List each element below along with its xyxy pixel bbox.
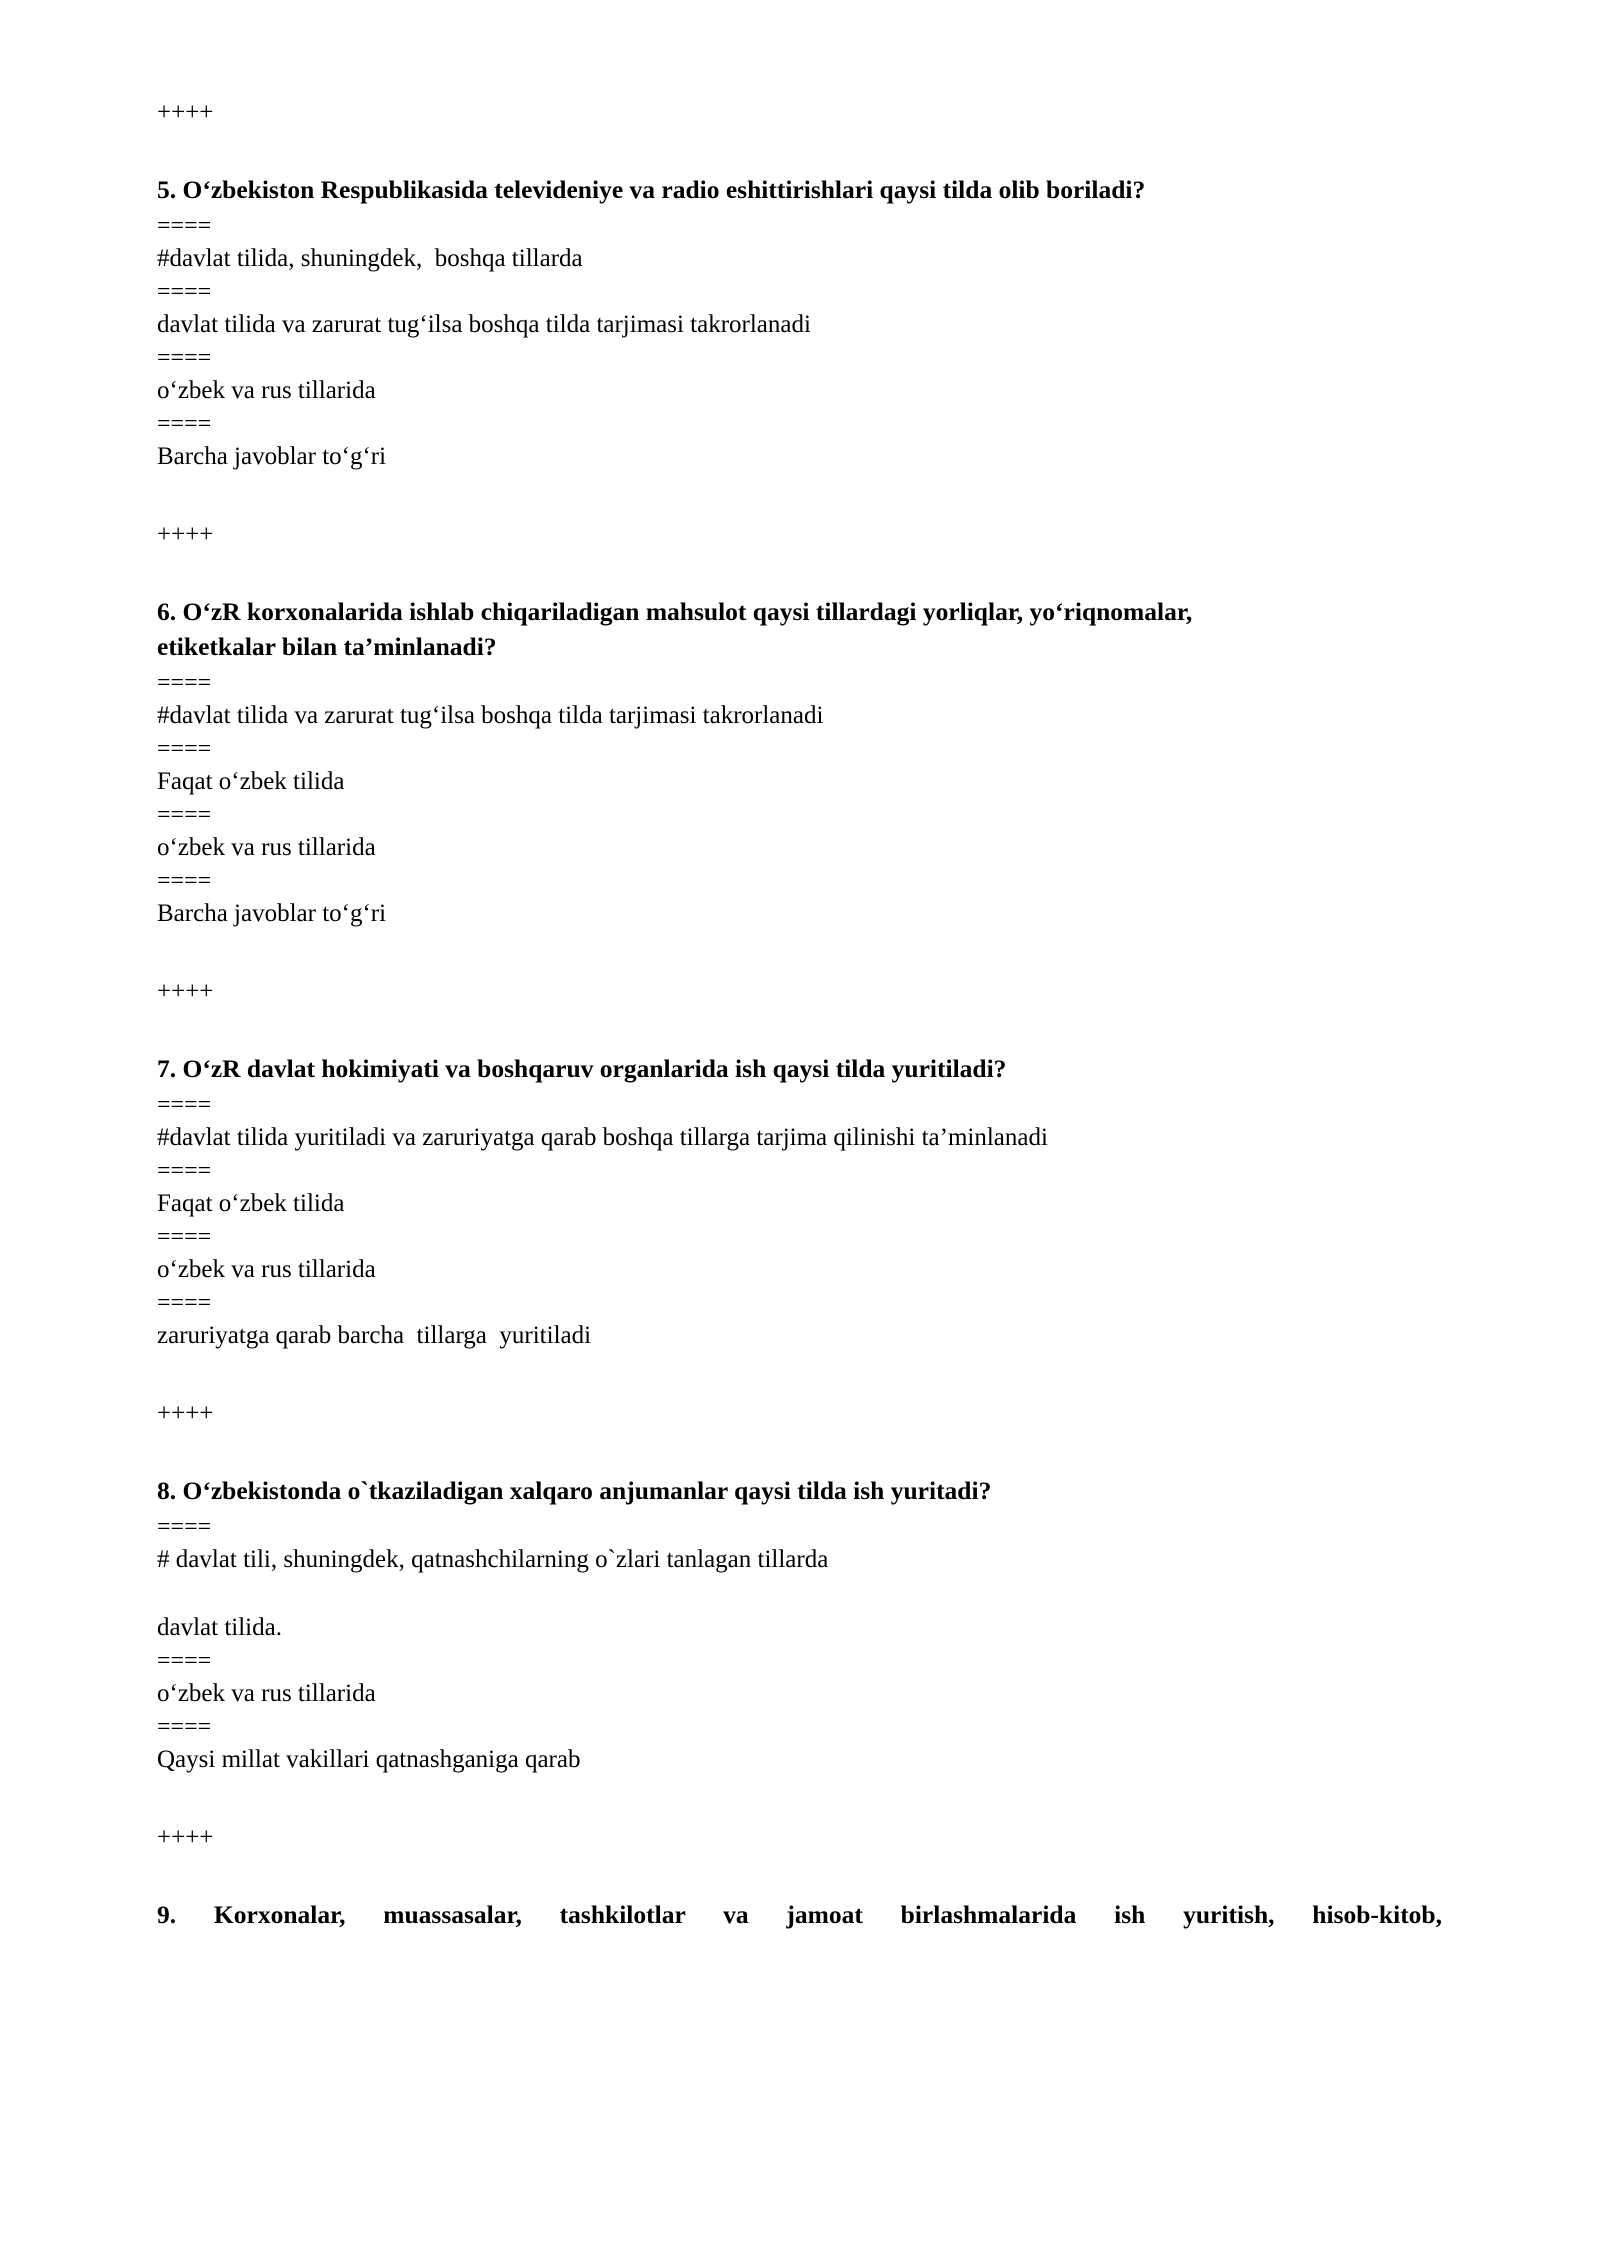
- answer-separator: ====: [157, 802, 212, 828]
- question-block-q7: [157, 1051, 1442, 1353]
- answer-option: #davlat tilida yuritiladi va zaruriyatga qarab boshqa tillarga tarjima qilinishi ta’minlanadi: [157, 1124, 1048, 1151]
- question-heading-line: 6. O‘zR korxonalarida ishlab chiqariladigan mahsulot qaysi tillardagi yorliqlar, yo‘riqnomalar,: [157, 597, 1193, 626]
- block-gap: [157, 474, 1442, 518]
- answer-separator: ====: [157, 1092, 212, 1118]
- answer-blank-line: [157, 1577, 1442, 1611]
- answer-option: o‘zbek va rus tillarida: [157, 1680, 376, 1707]
- answer-option: Faqat o‘zbek tilida: [157, 768, 345, 795]
- answer-separator: ====: [157, 1158, 212, 1184]
- answer-option: #davlat tilida, shuningdek, boshqa tillarda: [157, 245, 583, 272]
- question-separator: ++++: [157, 978, 214, 1005]
- question-heading: [157, 594, 1442, 664]
- answer-separator: ====: [157, 213, 212, 239]
- question-heading: 8. O‘zbekistonda o`tkaziladigan xalqaro anjumanlar qaysi tilda ish yuritadi?: [157, 1476, 992, 1505]
- answer-separator: ====: [157, 670, 212, 696]
- answer-separator: ====: [157, 1224, 212, 1250]
- answer-option: #davlat tilida va zarurat tug‘ilsa boshqa tilda tarjimasi takrorlanadi: [157, 702, 824, 729]
- answer-separator: ====: [157, 345, 212, 371]
- block-gap: [157, 1353, 1442, 1397]
- question-separator: ++++: [157, 1400, 214, 1427]
- answer-option: Faqat o‘zbek tilida: [157, 1190, 345, 1217]
- answer-separator: ====: [157, 1514, 212, 1540]
- answer-option: davlat tilida.: [157, 1614, 282, 1641]
- answer-separator: ====: [157, 1290, 212, 1316]
- answer-separator: ====: [157, 736, 212, 762]
- question-heading: 7. O‘zR davlat hokimiyati va boshqaruv organlarida ish qaysi tilda yuritiladi?: [157, 1054, 1007, 1083]
- answer-option: Barcha javoblar to‘g‘ri: [157, 443, 387, 470]
- question-heading: 9. Korxonalar, muassasalar, tashkilotlar va jamoat birlashmalarida ish yuritish, hisob-kitob,: [157, 1900, 1442, 1929]
- answer-option: davlat tilida va zarurat tug‘ilsa boshqa tilda tarjimasi takrorlanadi: [157, 311, 811, 338]
- question-heading-line: etiketkalar bilan ta’minlanadi?: [157, 632, 497, 661]
- question-separator: ++++: [157, 99, 214, 126]
- answer-option: o‘zbek va rus tillarida: [157, 1256, 376, 1283]
- answer-separator: ====: [157, 411, 212, 437]
- document-content: [157, 96, 1442, 1935]
- question-separator: ++++: [157, 521, 214, 548]
- answer-option: Barcha javoblar to‘g‘ri: [157, 900, 387, 927]
- block-gap: [157, 1777, 1442, 1821]
- answer-option: # davlat tili, shuningdek, qatnashchilarning o`zlari tanlagan tillarda: [157, 1546, 829, 1573]
- answer-separator: ====: [157, 279, 212, 305]
- block-gap: [157, 931, 1442, 975]
- answer-option: o‘zbek va rus tillarida: [157, 834, 376, 861]
- question-separator: ++++: [157, 1824, 214, 1851]
- answer-separator: ====: [157, 1714, 212, 1740]
- answer-option: Qaysi millat vakillari qatnashganiga qarab: [157, 1746, 581, 1773]
- question-block-q9: [157, 1897, 1442, 1932]
- answer-option: zaruriyatga qarab barcha tillarga yuritiladi: [157, 1322, 592, 1349]
- answer-option: o‘zbek va rus tillarida: [157, 377, 376, 404]
- question-heading: 5. O‘zbekiston Respublikasida televideniye va radio eshittirishlari qaysi tilda olib boriladi?: [157, 175, 1146, 204]
- question-block-q5: [157, 172, 1442, 474]
- question-block-q8: [157, 1473, 1442, 1777]
- answer-separator: ====: [157, 868, 212, 894]
- answer-separator: ====: [157, 1648, 212, 1674]
- question-block-q6: [157, 594, 1442, 931]
